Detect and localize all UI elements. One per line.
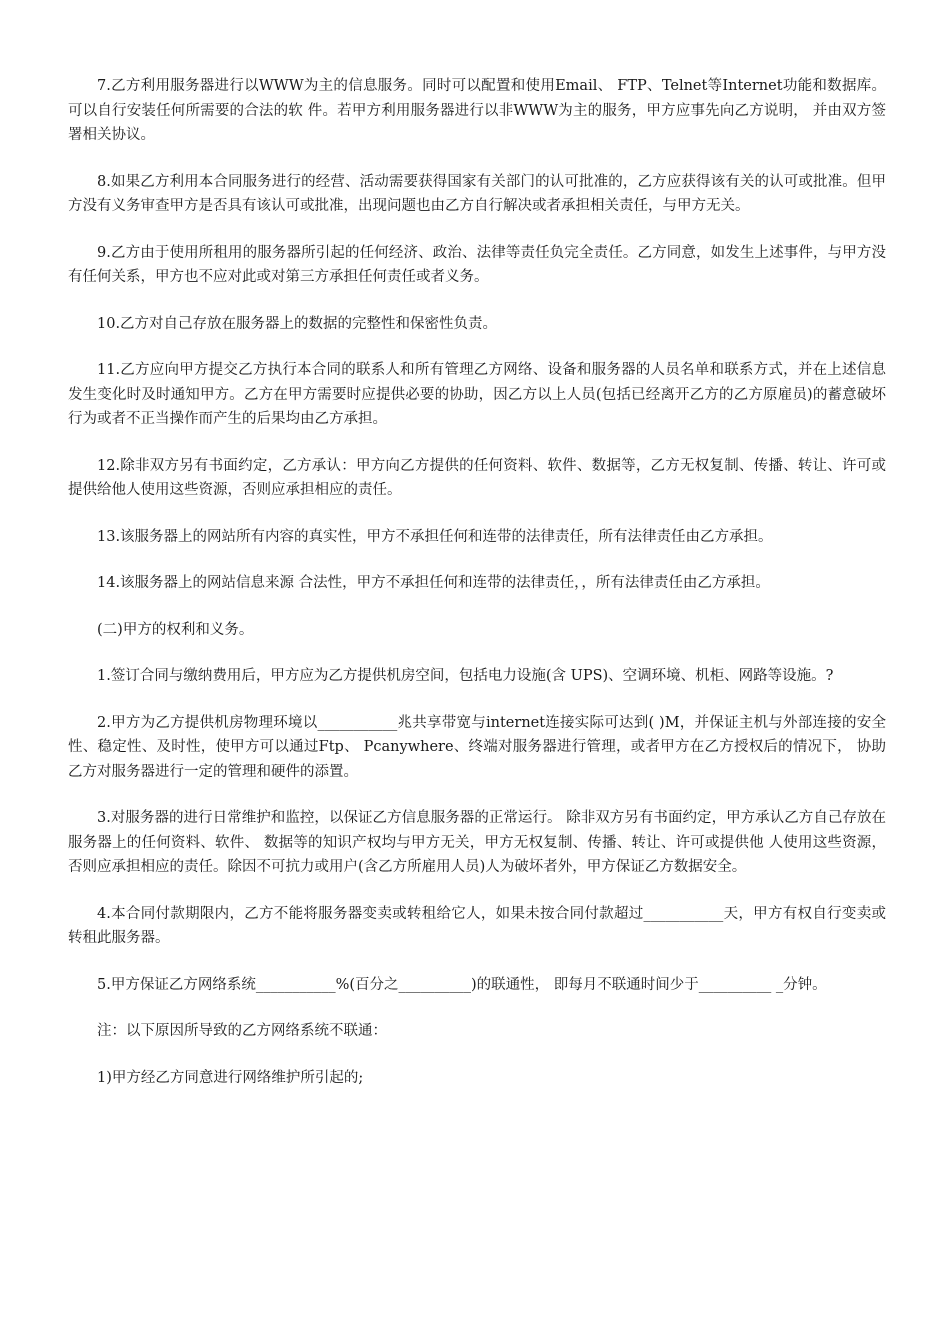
party-a-clause-2: 2.甲方为乙方提供机房物理环境以___________兆共享带宽与internet连接实际可达到( )M，并保证主机与外部连接的安全性、稳定性、及时性，使甲方可以通过Ftp、 Pcanywhere、终端对服务器进行管理，或者甲方在乙方授权后的情况下， 协助乙方对服务器进行一定的管理和硬件的添置。 xyxy=(68,714,886,780)
party-a-clause-4: 4.本合同付款期限内，乙方不能将服务器变卖或转租给它人，如果未按合同付款超过___________天，甲方有权自行变卖或转租此服务器。 xyxy=(68,905,886,946)
clause-7: 7.乙方利用服务器进行以WWW为主的信息服务。同时可以配置和使用Email、 FTP、Telnet等Internet功能和数据库。可以自行安装任何所需要的合法的软 件。若甲方利用服务器进行以非WWW为主的服务，甲方应事先向乙方说明， 并由双方签署相关协议。 xyxy=(68,78,886,143)
clause-11: 11.乙方应向甲方提交乙方执行本合同的联系人和所有管理乙方网络、设备和服务器的人员名单和联系方式，并在上述信息发生变化时及时通知甲方。乙方在甲方需要时应提供必要的协助，因乙方以上人员(包括已经离开乙方的乙方原雇员)的蓄意破坏行为或者不正当操作而产生的后果均由乙方承担。 xyxy=(68,362,886,427)
clause-8: 8.如果乙方利用本合同服务进行的经营、活动需要获得国家有关部门的认可批准的，乙方应获得该有关的认可或批准。但甲方没有义务审查甲方是否具有该认可或批准，出现问题也由乙方自行解决或者承担相关责任，与甲方无关。 xyxy=(68,173,886,214)
clause-12: 12.除非双方另有书面约定，乙方承认：甲方向乙方提供的任何资料、软件、数据等，乙方无权复制、传播、转让、许可或提供给他人使用这些资源，否则应承担相应的责任。 xyxy=(68,457,886,498)
clause-13: 13.该服务器上的网站所有内容的真实性，甲方不承担任何和连带的法律责任，所有法律责任由乙方承担。 xyxy=(97,528,773,545)
party-a-clause-3: 3.对服务器的进行日常维护和监控，以保证乙方信息服务器的正常运行。 除非双方另有书面约定，甲方承认乙方自己存放在服务器上的任何资料、软件、 数据等的知识产权均与甲方无关，甲方无权复制、传播、转让、许可或提供他 人使用这些资源，否则应承担相应的责任。除因不可抗力或用户(含乙方所雇用人员)人为破坏者外，甲方保证乙方数据安全。 xyxy=(68,810,886,875)
party-a-clause-5: 5.甲方保证乙方网络系统___________%(百分之__________)的联通性， 即每月不联通时间少于__________ _分钟。 xyxy=(97,976,827,993)
contract-page xyxy=(68,74,886,1112)
section-heading-party-a: (二)甲方的权利和义务。 xyxy=(97,621,254,638)
note-item-1: 1)甲方经乙方同意进行网络维护所引起的; xyxy=(97,1069,364,1086)
note-heading: 注：以下原因所导致的乙方网络系统不联通： xyxy=(97,1023,387,1039)
clause-10: 10.乙方对自己存放在服务器上的数据的完整性和保密性负责。 xyxy=(97,315,498,332)
clause-9: 9.乙方由于使用所租用的服务器所引起的任何经济、政治、法律等责任负完全责任。乙方同意，如发生上述事件，与甲方没有任何关系，甲方也不应对此或对第三方承担任何责任或者义务。 xyxy=(68,244,886,285)
clause-14: 14.该服务器上的网站信息来源 合法性，甲方不承担任何和连带的法律责任，，所有法律责任由乙方承担。 xyxy=(97,575,770,591)
party-a-clause-1: 1.签订合同与缴纳费用后，甲方应为乙方提供机房空间，包括电力设施(含 UPS)、空调环境、机柜、网路等设施。? xyxy=(97,668,834,684)
